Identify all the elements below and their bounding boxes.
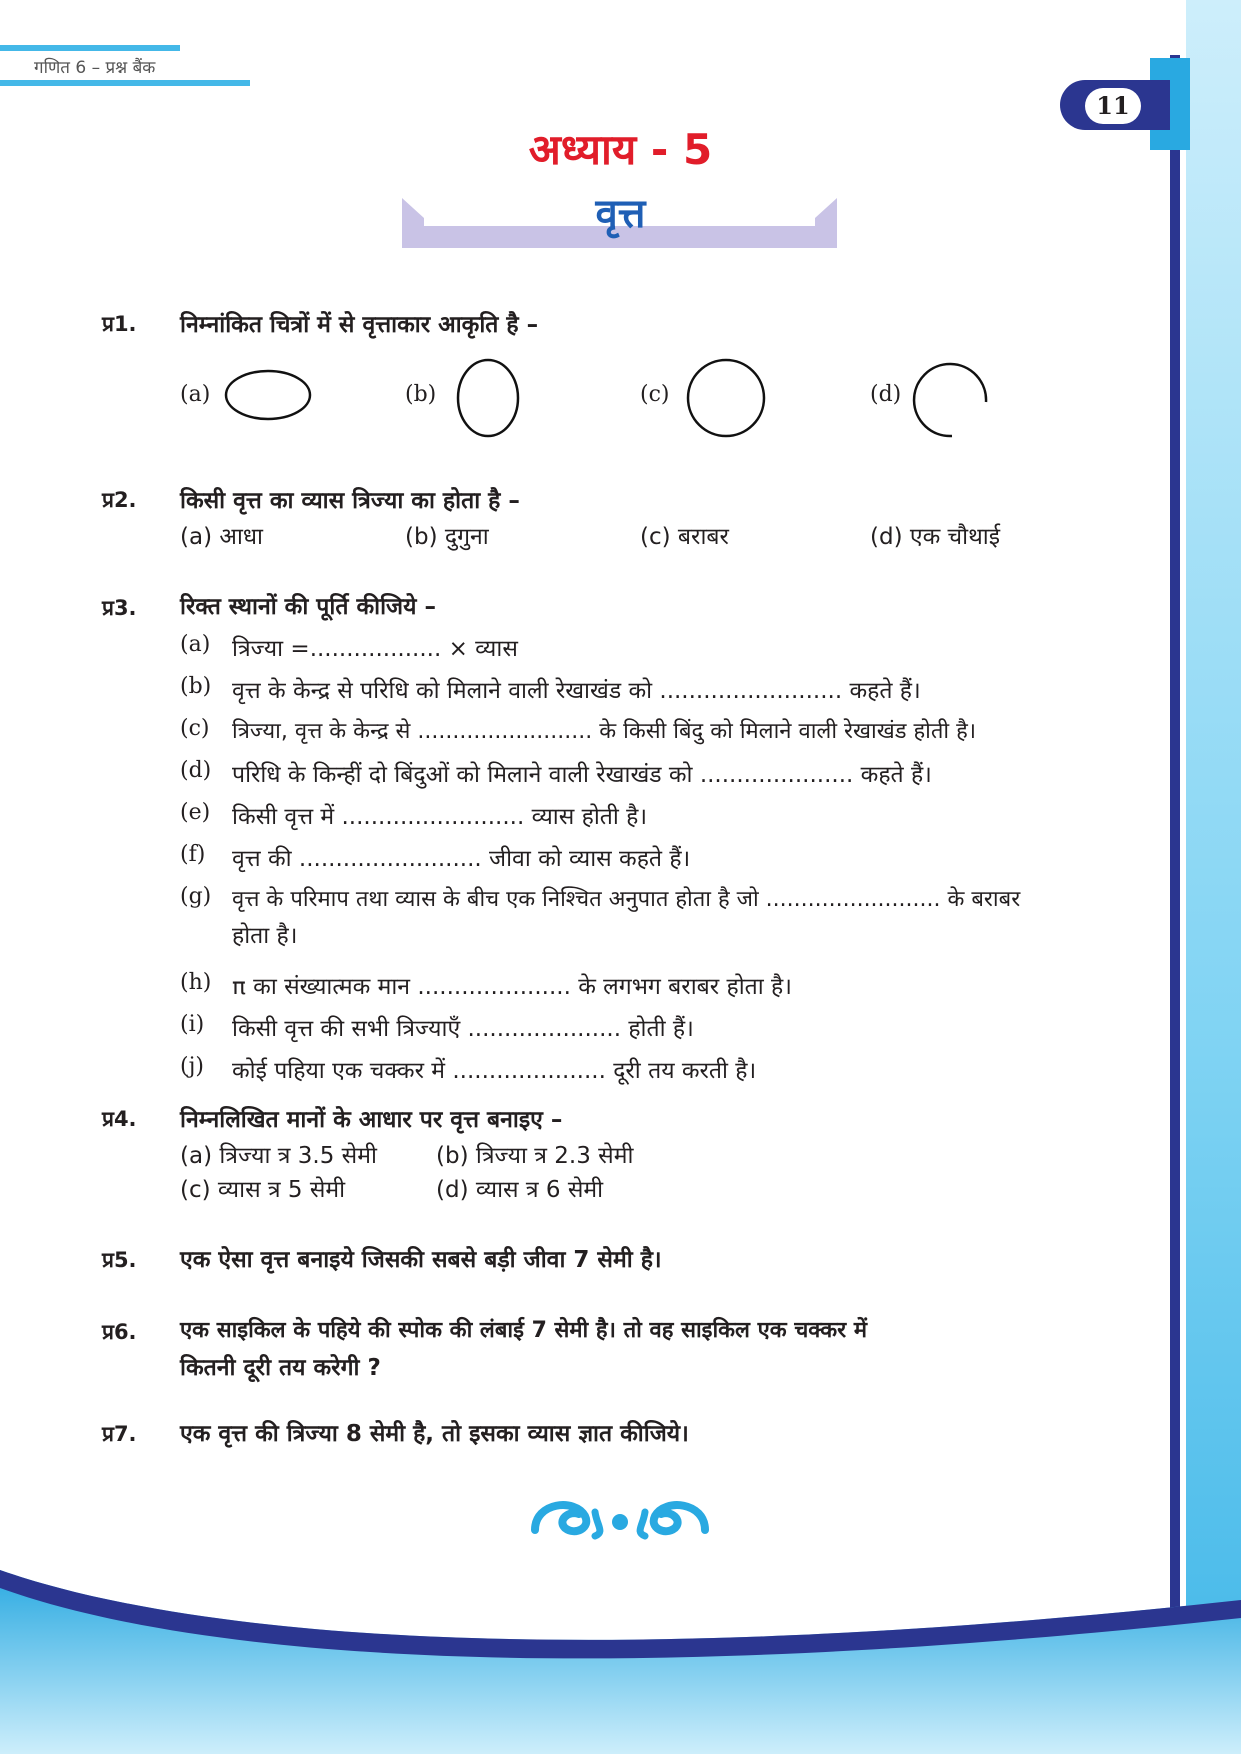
q2-text: किसी वृत्त का व्यास त्रिज्या का होता है –: [180, 488, 520, 514]
q7-number: प्र7.: [102, 1422, 137, 1446]
q1-option-c-label: (c): [640, 382, 670, 407]
q3-item-a-text: त्रिज्या =.................. × व्यास: [232, 636, 518, 662]
page-number: 11: [1085, 88, 1141, 124]
q5-number: प्र5.: [102, 1248, 137, 1272]
chapter-title: अध्याय - 5: [528, 125, 713, 174]
chapter-topic: वृत्त: [595, 191, 646, 237]
q5-text: एक ऐसा वृत्त बनाइये जिसकी सबसे बड़ी जीवा 7 सेमी है।: [180, 1247, 662, 1273]
ellipse-shape-a: [222, 368, 314, 424]
q1-option-a-label: (a): [180, 382, 211, 407]
q3-item-j-letter: (j): [180, 1054, 204, 1079]
q2-option-a: (a) आधा: [180, 524, 263, 550]
q2-option-b: (b) दुगुना: [405, 524, 489, 550]
q3-item-i-letter: (i): [180, 1012, 205, 1037]
q2-option-c: (c) बराबर: [640, 524, 729, 550]
ellipse-shape-b: [453, 356, 523, 440]
q3-item-d-letter: (d): [180, 758, 212, 783]
q3-item-c-text: त्रिज्या, वृत्त के केन्द्र से ......................... के किसी बिंदु को मिलाने वाली रेखाखंड होती है।: [232, 719, 977, 744]
q4-text: निम्नलिखित मानों के आधार पर वृत्त बनाइए –: [180, 1107, 563, 1133]
q6-number: प्र6.: [102, 1320, 137, 1344]
q4-option-b: (b) त्रिज्या त्र 2.3 सेमी: [436, 1143, 634, 1169]
q1-option-b-label: (b): [405, 382, 437, 407]
q3-item-i-text: किसी वृत्त की सभी त्रिज्याएँ ..................... होती हैं।: [232, 1016, 694, 1042]
q7-text: एक वृत्त की त्रिज्या 8 सेमी है, तो इसका व्यास ज्ञात कीजिये।: [180, 1421, 689, 1447]
header-underline: [0, 80, 250, 86]
q3-text: रिक्त स्थानों की पूर्ति कीजिये –: [180, 594, 436, 620]
q3-item-h-letter: (h): [180, 970, 212, 995]
q3-item-g-text: वृत्त के परिमाप तथा व्यास के बीच एक निश्चित अनुपात होता है जो ......................... के बराबर: [232, 887, 1021, 912]
q3-item-f-letter: (f): [180, 842, 206, 867]
q2-number: प्र2.: [102, 488, 137, 512]
q4-number: प्र4.: [102, 1107, 137, 1131]
end-ornament-icon: [525, 1492, 715, 1542]
q3-item-c-letter: (c): [180, 716, 210, 741]
q2-option-d: (d) एक चौथाई: [870, 524, 1001, 550]
q3-item-e-letter: (e): [180, 800, 211, 825]
q3-item-j-text: कोई पहिया एक चक्कर में ..................... दूरी तय करती है।: [232, 1058, 757, 1084]
book-label: गणित 6 – प्रश्न बैंक: [34, 58, 156, 78]
q3-item-d-text: परिधि के किन्हीं दो बिंदुओं को मिलाने वाली रेखाखंड को ..................... कहते हैं।: [232, 762, 932, 788]
q3-item-b-letter: (b): [180, 674, 212, 699]
q3-item-g-letter: (g): [180, 884, 212, 909]
q4-option-c: (c) व्यास त्र 5 सेमी: [180, 1177, 346, 1203]
right-border-line: [1170, 55, 1180, 1615]
q3-number: प्र3.: [102, 596, 137, 620]
q4-option-d: (d) व्यास त्र 6 सेमी: [436, 1177, 604, 1203]
q1-text: निम्नांकित चित्रों में से वृत्ताकार आकृति है –: [180, 312, 539, 338]
q3-item-a-letter: (a): [180, 632, 211, 657]
q3-item-b-text: वृत्त के केन्द्र से परिधि को मिलाने वाली रेखाखंड को ......................... कहते हैं।: [232, 678, 921, 704]
q3-item-e-text: किसी वृत्त में ......................... व्यास होती है।: [232, 804, 648, 830]
arc-shape-d: [910, 356, 996, 442]
q4-option-a: (a) त्रिज्या त्र 3.5 सेमी: [180, 1143, 377, 1169]
q1-option-d-label: (d): [870, 382, 902, 407]
q3-item-g-text-line2: होता है।: [232, 923, 298, 949]
circle-shape-c: [684, 356, 768, 440]
q3-item-h-text: π का संख्यात्मक मान ..................... के लगभग बराबर होता है।: [232, 974, 792, 1000]
q1-number: प्र1.: [102, 312, 137, 336]
right-decor-strip: [1186, 0, 1241, 1754]
bottom-wave: [0, 1560, 1241, 1754]
q6-text-line2: कितनी दूरी तय करेगी ?: [180, 1355, 381, 1381]
header-accent-line: [0, 45, 180, 51]
q6-text: एक साइकिल के पहिये की स्पोक की लंबाई 7 सेमी है। तो वह साइकिल एक चक्कर में: [180, 1318, 867, 1343]
q3-item-f-text: वृत्त की ......................... जीवा को व्यास कहते हैं।: [232, 846, 691, 872]
